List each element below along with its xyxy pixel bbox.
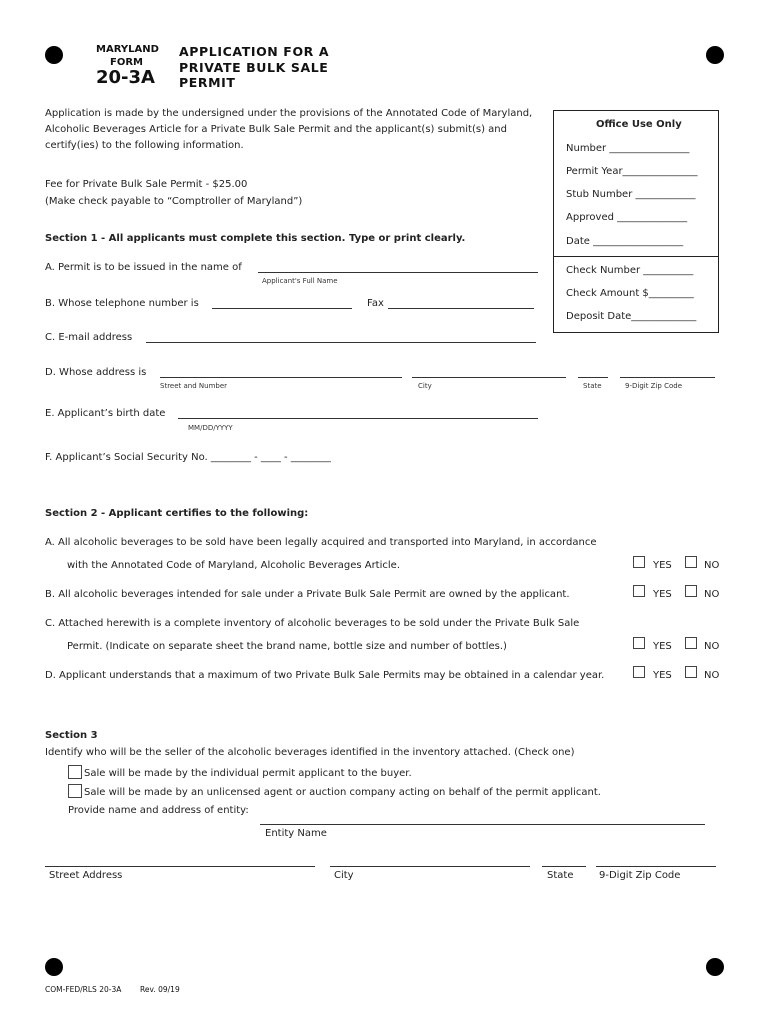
s2-a-yes-checkbox[interactable] — [633, 556, 645, 568]
footer-form-code: COM-FED/RLS 20-3A — [45, 985, 122, 994]
s2-a-no-checkbox[interactable] — [685, 556, 697, 568]
s1-a-sublabel: Applicant's Full Name — [262, 277, 338, 285]
seller-option2-checkbox[interactable] — [68, 784, 82, 798]
office-divider — [554, 256, 718, 257]
section3-instruction: Identify who will be the seller of the alcoholic beverages identified in the inventory attached. (Check one) — [45, 747, 575, 758]
office-date: Date __________________ — [566, 236, 684, 247]
entity-state-label: State — [547, 870, 574, 881]
s1-d-state-sublabel: State — [583, 382, 602, 390]
ssn-field[interactable]: F. Applicant’s Social Security No. ________ - ____ - ________ — [45, 452, 331, 463]
s2-c-no-label: NO — [704, 641, 720, 652]
birth-date-field[interactable] — [178, 418, 538, 419]
s1-d-zip-sublabel: 9-Digit Zip Code — [625, 382, 683, 390]
fee-text: Fee for Private Bulk Sale Permit - $25.00 — [45, 179, 248, 190]
seller-option1-label: Sale will be made by the individual permit applicant to the buyer. — [84, 768, 412, 779]
s1-e-label: E. Applicant’s birth date — [45, 408, 166, 419]
registration-mark-top-left — [45, 46, 63, 64]
entity-zip-label: 9-Digit Zip Code — [599, 870, 681, 881]
s2-d-line1: D. Applicant understands that a maximum of two Private Bulk Sale Permits may be obtained in a calendar year. — [45, 670, 605, 681]
s2-c-yes-checkbox[interactable] — [633, 637, 645, 649]
s2-b-no-label: NO — [704, 589, 720, 600]
section3-heading: Section 3 — [45, 730, 98, 741]
entity-street-label: Street Address — [49, 870, 123, 881]
email-field[interactable] — [146, 342, 536, 343]
office-deposit-date: Deposit Date_____________ — [566, 311, 697, 322]
form-title-line2: PRIVATE BULK SALE — [179, 60, 329, 75]
entity-city-label: City — [334, 870, 354, 881]
applicant-name-field[interactable] — [258, 272, 538, 273]
provide-entity-text: Provide name and address of entity: — [68, 805, 249, 816]
street-field[interactable] — [160, 377, 402, 378]
section2-heading: Section 2 - Applicant certifies to the following: — [45, 508, 309, 519]
office-number: Number ________________ — [566, 143, 690, 154]
zip-field[interactable] — [620, 377, 715, 378]
s2-d-yes-label: YES — [653, 670, 672, 681]
s2-c-yes-label: YES — [653, 641, 672, 652]
entity-name-label: Entity Name — [265, 828, 327, 839]
s1-d-label: D. Whose address is — [45, 367, 147, 378]
s2-c-no-checkbox[interactable] — [685, 637, 697, 649]
s2-a-yes-label: YES — [653, 560, 672, 571]
state-label: MARYLAND — [96, 44, 159, 55]
entity-state-field[interactable] — [542, 866, 586, 867]
office-stub-number: Stub Number ____________ — [566, 189, 696, 200]
s2-a-line1: A. All alcoholic beverages to be sold have been legally acquired and transported into Maryland, in accordance — [45, 537, 597, 548]
intro-line-1: Application is made by the undersigned under the provisions of the Annotated Code of Maryland, — [45, 108, 533, 119]
registration-mark-bottom-left — [45, 958, 63, 976]
city-field[interactable] — [412, 377, 566, 378]
s2-d-no-checkbox[interactable] — [685, 666, 697, 678]
office-use-box — [553, 110, 719, 333]
intro-line-3: certify(ies) to the following information. — [45, 140, 244, 151]
s1-b-label: B. Whose telephone number is — [45, 298, 199, 309]
s2-d-yes-checkbox[interactable] — [633, 666, 645, 678]
fax-field[interactable] — [388, 308, 534, 309]
s1-a-label: A. Permit is to be issued in the name of — [45, 262, 242, 273]
s2-a-line2: with the Annotated Code of Maryland, Alcoholic Beverages Article. — [67, 560, 400, 571]
office-check-number: Check Number __________ — [566, 265, 694, 276]
s2-b-yes-checkbox[interactable] — [633, 585, 645, 597]
office-permit-year: Permit Year_______________ — [566, 166, 698, 177]
entity-zip-field[interactable] — [596, 866, 716, 867]
section1-heading: Section 1 - All applicants must complete this section. Type or print clearly. — [45, 233, 466, 244]
s1-d-city-sublabel: City — [418, 382, 432, 390]
entity-name-field[interactable] — [260, 824, 705, 825]
seller-option2-label: Sale will be made by an unlicensed agent or auction company acting on behalf of the permit applicant. — [84, 787, 601, 798]
form-number: 20-3A — [96, 67, 155, 88]
form-label: FORM — [110, 57, 143, 68]
s1-e-sublabel: MM/DD/YYYY — [188, 424, 233, 432]
form-title-line1: APPLICATION FOR A — [179, 44, 330, 59]
payable-text: (Make check payable to “Comptroller of Maryland”) — [45, 196, 303, 207]
s2-c-line1: C. Attached herewith is a complete inventory of alcoholic beverages to be sold under the Private Bulk Sale — [45, 618, 580, 629]
s2-a-no-label: NO — [704, 560, 720, 571]
registration-mark-bottom-right — [706, 958, 724, 976]
s2-b-yes-label: YES — [653, 589, 672, 600]
entity-street-field[interactable] — [45, 866, 315, 867]
registration-mark-top-right — [706, 46, 724, 64]
s1-b-fax-label: Fax — [367, 298, 384, 309]
entity-city-field[interactable] — [330, 866, 530, 867]
s2-b-line1: B. All alcoholic beverages intended for sale under a Private Bulk Sale Permit are owned by the applicant. — [45, 589, 570, 600]
form-title-line3: PERMIT — [179, 75, 236, 90]
state-field[interactable] — [578, 377, 608, 378]
office-use-title: Office Use Only — [596, 119, 682, 130]
office-check-amount: Check Amount $_________ — [566, 288, 694, 299]
seller-option1-checkbox[interactable] — [68, 765, 82, 779]
s1-d-street-sublabel: Street and Number — [160, 382, 228, 390]
footer-revision: Rev. 09/19 — [140, 985, 180, 994]
s2-b-no-checkbox[interactable] — [685, 585, 697, 597]
telephone-field[interactable] — [212, 308, 352, 309]
s2-c-line2: Permit. (Indicate on separate sheet the brand name, bottle size and number of bottles.) — [67, 641, 507, 652]
office-approved: Approved ______________ — [566, 212, 688, 223]
s1-c-label: C. E-mail address — [45, 332, 133, 343]
intro-line-2: Alcoholic Beverages Article for a Private Bulk Sale Permit and the applicant(s) submit(s) and — [45, 124, 507, 135]
s2-d-no-label: NO — [704, 670, 720, 681]
